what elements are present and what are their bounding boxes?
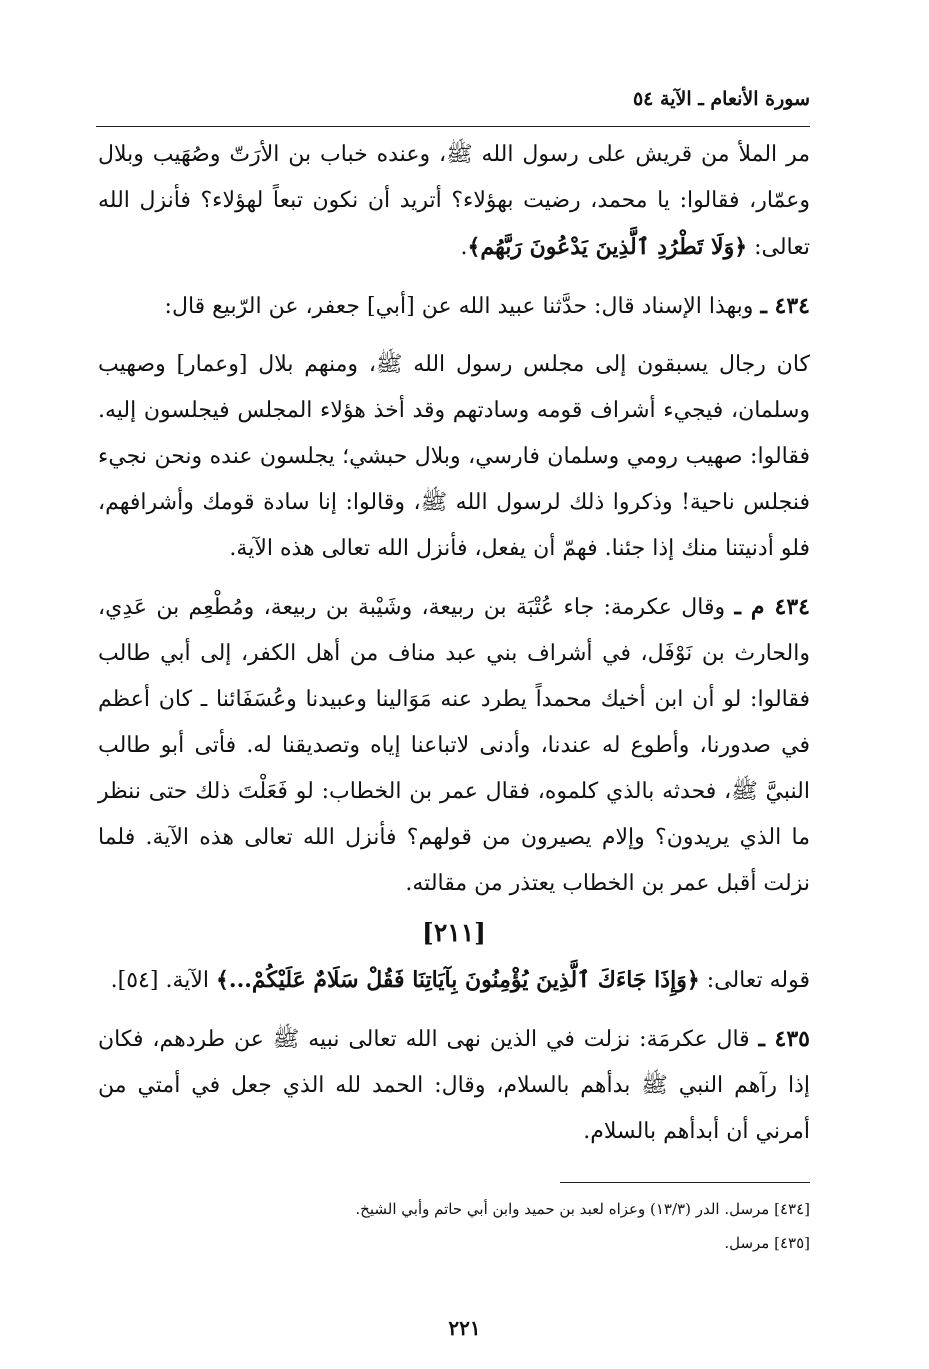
verse-intro: قوله تعالى: bbox=[706, 968, 810, 993]
paragraph-434m-text: وقال عكرمة: جاء عُتْبَة بن ربيعة، وشَيْبة بن ربيعة، ومُطْعِم بن عَدِي، والحارث بن نَوْفَل، في أشراف بني عبد مناف من أهل الكفر، إلى أبي طالب فقالوا: لو أن ابن أخيك محمداً يطرد عنه مَوَالينا وعبيدنا وعُسَفَائنا ـ كان أعظم في صدورنا، وأطوع له عندنا، وأدنى لاتباعنا إياه وتصديقنا له. فأتى أبو طالب النبيَّ ﷺ، فحدثه بالذي كلموه، فقال عمر بن الخطاب: لو فَعَلْتَ ذلك حتى ننظر ما الذي يريدون؟ وإلام يصيرون من قولهم؟ فأنزل الله تعالى هذه الآية. فلما نزلت أقبل عمر بن الخطاب يعتذر من مقالته. bbox=[98, 595, 810, 896]
verse-paragraph bbox=[98, 957, 810, 1004]
narration-number: ٤٣٤ ـ bbox=[760, 293, 810, 319]
footnotes bbox=[98, 1192, 810, 1260]
section-heading: [٢١١] bbox=[422, 918, 486, 947]
narration-number: ٤٣٥ ـ bbox=[758, 1026, 810, 1052]
running-head bbox=[96, 86, 810, 127]
narration-number: ٤٣٤ م ـ bbox=[734, 594, 810, 620]
paragraph-434-text: وبهذا الإسناد قال: حدَّثنا عبيد الله عن [أبي] جعفر، عن الرّبيع قال: bbox=[164, 294, 754, 319]
footnote: [٤٣٤] مرسل. الدر (١٣/٣) وعزاه لعبد بن حميد وابن أبي حاتم وأبي الشيخ. bbox=[355, 1200, 810, 1218]
paragraph-1-end: . bbox=[460, 235, 468, 260]
quran-verse: ﴿وَإِذَا جَاءَكَ ٱلَّذِينَ يُؤْمِنُونَ بِآيَاتِنَا فَقُلْ سَلَامٌ عَلَيْكُمْ...﴾ bbox=[216, 967, 700, 993]
paragraph-1 bbox=[98, 132, 810, 271]
paragraph-rabi bbox=[98, 342, 810, 572]
paragraph-434 bbox=[98, 283, 810, 330]
paragraph-435 bbox=[98, 1016, 810, 1155]
body-text bbox=[98, 132, 810, 1155]
footnote-divider bbox=[560, 1182, 810, 1183]
running-head-title: سورة الأنعام ـ الآية ٥٤ bbox=[632, 88, 810, 110]
paragraph-1-text: مر الملأ من قريش على رسول الله ﷺ، وعنده خباب بن الأرَتّ وصُهَيب وبلال وعمّار، فقالوا: يا محمد، رضيت بهؤلاء؟ أتريد أن نكون تبعاً لهؤلاء؟ فأنزل الله تعالى: bbox=[98, 142, 810, 260]
paragraph-rabi-text: كان رجال يسبقون إلى مجلس رسول الله ﷺ، ومنهم بلال [وعمار] وصهيب وسلمان، فيجيء أشراف قومه وسادتهم وقد أخذ هؤلاء المجلس فيجلسون إليه. فقالوا: صهيب رومي وسلمان فارسي، وبلال حبشي؛ يجلسون عنده ونحن نجيء فنجلس ناحية! وذكروا ذلك لرسول الله ﷺ، وقالوا: إنا سادة قومك وأشرافهم، فلو أدنيتنا منك إذا جئنا. فهمّ أن يفعل، فأنزل الله تعالى هذه الآية. bbox=[98, 352, 810, 561]
paragraph-434m bbox=[98, 584, 810, 907]
paragraph-435-text: قال عكرمَة: نزلت في الذين نهى الله تعالى نبيه ﷺ عن طردهم، فكان إذا رآهم النبي ﷺ بدأهم بالسلام، وقال: الحمد لله الذي جعل في أمتي من أمرني أن أبدأهم بالسلام. bbox=[98, 1027, 810, 1144]
quran-verse: ﴿وَلَا تَطْرُدِ ٱلَّذِينَ يَدْعُونَ رَبَّهُم﴾ bbox=[467, 234, 748, 260]
verse-reference: الآية. [٥٤]. bbox=[110, 968, 210, 993]
footnote: [٤٣٥] مرسل. bbox=[724, 1234, 810, 1252]
page-number: ٢٢١ bbox=[448, 1316, 481, 1340]
